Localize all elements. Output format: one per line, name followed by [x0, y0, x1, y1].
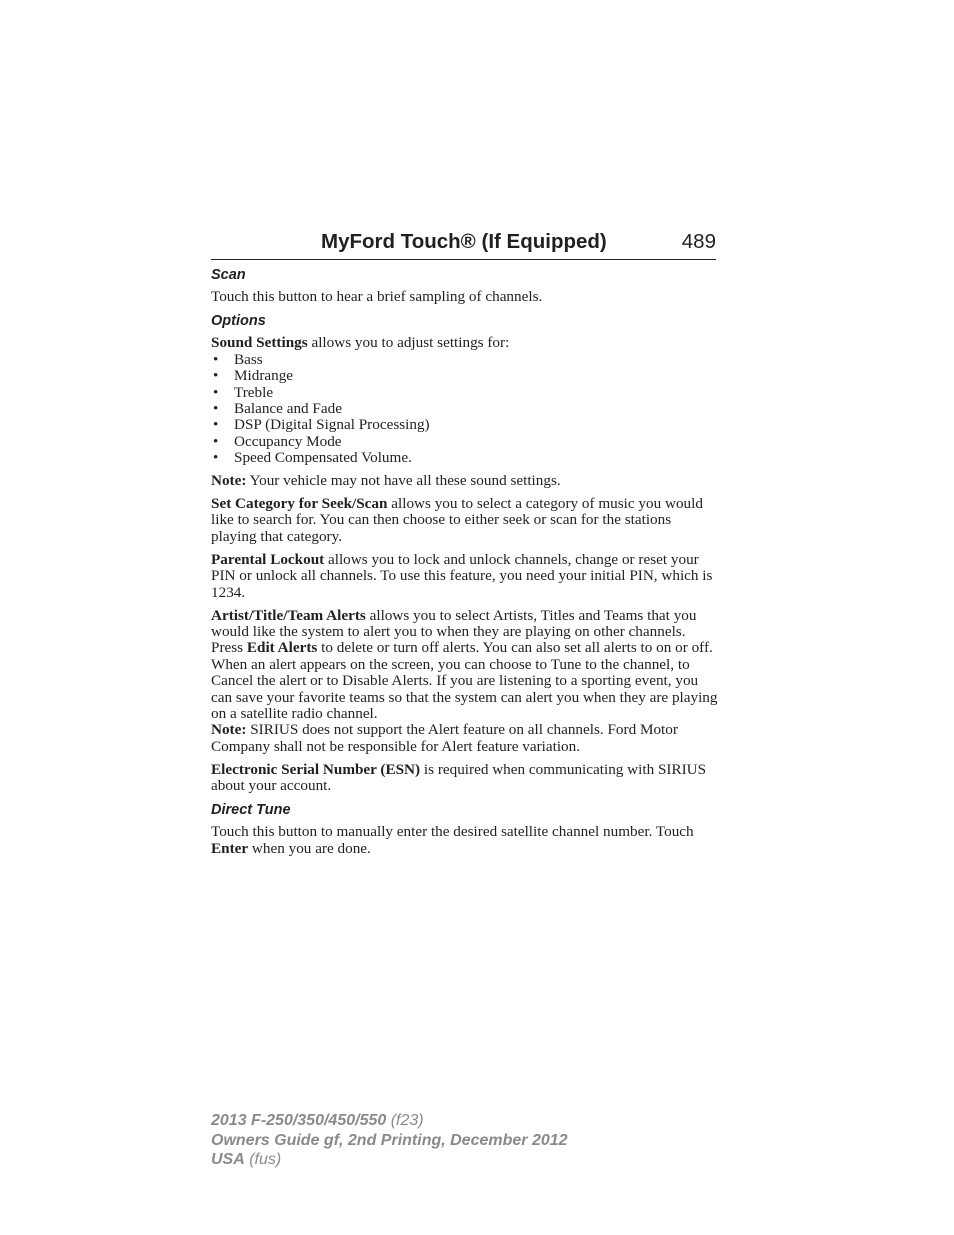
list-item-text: Occupancy Mode [234, 432, 342, 450]
note-sirius [211, 722, 719, 755]
alerts-term: Artist/Title/Team Alerts [211, 606, 366, 624]
bullet-icon: • [213, 416, 219, 434]
sound-settings-paragraph [211, 335, 719, 351]
list-item-text: DSP (Digital Signal Processing) [234, 416, 430, 434]
parental-lockout-text: allows you to lock and unlock channels, change or reset your PIN or unlock all channels. To use this feature, you need your initial PIN, which is 1234. [211, 550, 713, 601]
note-text: SIRIUS does not support the Alert feature on all channels. Ford Motor Company shall not be responsible for Alert feature variation. [211, 721, 678, 755]
set-category-term: Set Category for Seek/Scan [211, 495, 388, 513]
bullet-icon: • [213, 432, 219, 450]
list-item-text: Speed Compensated Volume. [234, 449, 412, 467]
list-item [211, 385, 719, 401]
note-sound-settings [211, 473, 719, 489]
page-content [211, 266, 719, 857]
page-title: MyFord Touch® (If Equipped) [321, 230, 607, 253]
note-term: Note: [211, 472, 247, 490]
list-item-text: Bass [234, 350, 263, 368]
bullet-icon: • [213, 400, 219, 418]
list-item [211, 434, 719, 450]
alerts-text-a: allows you to select Artists, Titles and Teams that you would like the system to alert you to when they are playing on other channels. Press [211, 606, 697, 657]
parental-lockout-term: Parental Lockout [211, 550, 325, 568]
section-heading-scan: Scan [211, 267, 246, 283]
alerts-paragraph [211, 608, 719, 723]
esn-text: is required when communicating with SIRIUS about your account. [211, 760, 707, 795]
esn-paragraph [211, 762, 719, 795]
sound-settings-text: allows you to adjust settings for: [307, 334, 510, 352]
parental-lockout-paragraph [211, 552, 719, 601]
bullet-icon: • [213, 383, 219, 401]
footer-guide-line: Owners Guide gf, 2nd Printing, December 2012 [211, 1131, 568, 1149]
list-item [211, 368, 719, 384]
bullet-icon: • [213, 449, 219, 467]
note-term: Note: [211, 721, 247, 739]
section-heading-direct-tune: Direct Tune [211, 802, 291, 819]
set-category-text: allows you to select a category of music you would like to search for. You can then choose to either seek or scan for the stations playing that category. [211, 495, 703, 545]
section-heading-options: Options [211, 313, 266, 330]
direct-tune-text-b: when you are done. [248, 839, 371, 857]
footer-model: 2013 F-250/350/450/550 [211, 1112, 387, 1129]
list-item-text: Midrange [234, 367, 294, 385]
list-item [211, 417, 719, 433]
page-header [211, 229, 716, 260]
esn-term: Electronic Serial Number (ESN) [211, 760, 421, 778]
bullet-icon: • [213, 367, 219, 385]
footer-market: USA [211, 1151, 245, 1168]
sound-settings-term: Sound Settings [211, 334, 308, 352]
edit-alerts-term: Edit Alerts [246, 639, 318, 657]
list-item [211, 401, 719, 417]
footer-model-code: (f23) [386, 1112, 424, 1129]
page-footer [211, 1111, 568, 1170]
set-category-paragraph [211, 496, 719, 545]
alerts-text-b: to delete or turn off alerts. You can also set all alerts to on or off. When an alert appears on the screen, you can choose to Tune to the channel, to Cancel the alert or to Disable Alerts. If you are listening to a sporting event, you can save your favorite teams so that the system can alert you when they are playing on a satellite radio channel. [211, 639, 718, 722]
direct-tune-description [211, 824, 719, 857]
sound-settings-list [211, 352, 719, 467]
bullet-icon: • [213, 350, 219, 368]
footer-market-line [211, 1150, 568, 1170]
list-item [211, 352, 719, 368]
list-item-text: Balance and Fade [234, 400, 342, 418]
list-item [211, 450, 719, 466]
note-text: Your vehicle may not have all these sound settings. [246, 472, 561, 490]
scan-description: Touch this button to hear a brief sampling of channels. [211, 288, 543, 305]
footer-market-code: (fus) [244, 1151, 282, 1168]
list-item-text: Treble [234, 383, 274, 401]
enter-term: Enter [211, 839, 249, 857]
footer-model-line [211, 1111, 568, 1131]
direct-tune-text-a: Touch this button to manually enter the desired satellite channel number. Touch [211, 823, 694, 841]
page-number: 489 [681, 230, 716, 253]
